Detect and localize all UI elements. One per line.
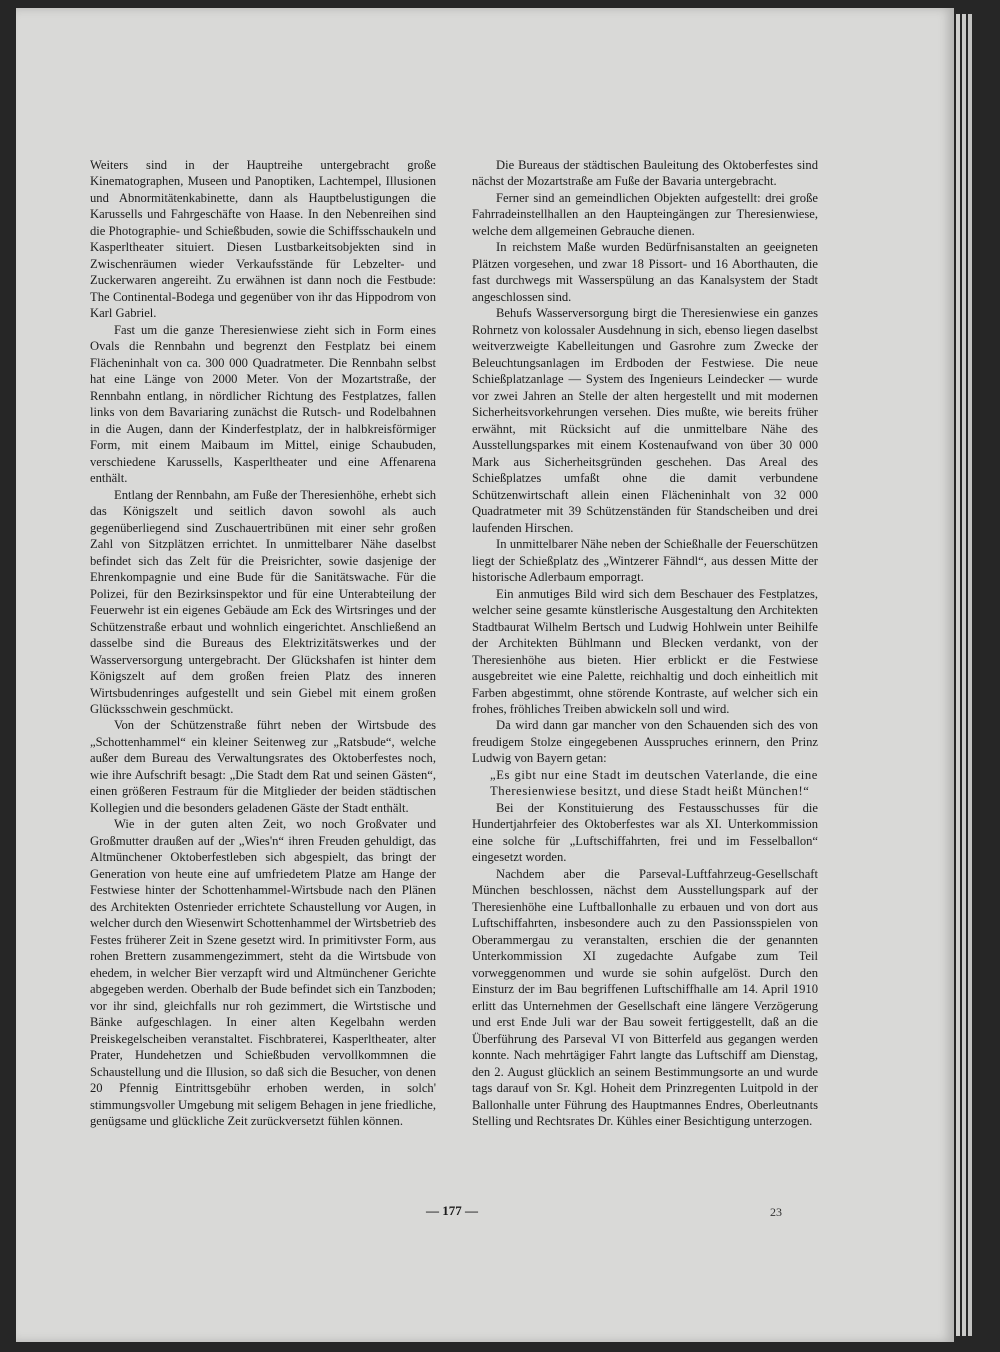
page-edge [962,14,966,1336]
page-edge [956,14,960,1336]
paragraph: Weiters sind in der Hauptreihe untergebracht große Kinematographen, Museen und Panoptiken, Lachtempel, Illusionen und Abnormitätenkabinette, dann als Hauptbelustigungen die Karussells und Fahrgeschäfte von Haase. In den Nebenreihen sind die Photographie- und Schießbuden, sowie die Schiffsschaukeln und Kasperltheater situiert. Diesen Lustbarkeitsobjekten sind in Zwischenräumen wieder Verkaufsstände für Lebzelter- und Zuckerwaren angereiht. Zu erwähnen ist dann noch die Festbude: The Continental-Bodega und gegenüber von ihr das Hippodrom von Karl Gabriel. [90,158,436,321]
paragraph: Fast um die ganze Theresienwiese zieht sich in Form eines Ovals die Rennbahn und begrenzt den Festplatz bei einem Flächeninhalt von ca. 300 000 Quadratmeter. Die Rennbahn selbst hat eine Länge von 2000 Meter. Von der Mozartstraße, der Rennbahn entlang, in nördlicher Richtung des Festplatzes, fallen links von dem Bavariaring zunächst die Rutsch- und Rodelbahnen in die Augen, dann der Kinderfestplatz, der in halbkreisförmiger Form, mit einem Maibaum im Mittel, einige Schaubuden, verschiedene Karussells, Kasperltheater und eine Affenarena enthält. [90,322,436,486]
paragraph: Entlang der Rennbahn, am Fuße der Theresienhöhe, erhebt sich das Königszelt und seitlich davon sowohl als auch gegenüberliegend sind Zuschauertribünen mit einer sehr großen Zahl von Sitzplätzen errichtet. In unmittelbarer Nähe daselbst befindet sich das Zelt für die Preisrichter, sowie dasjenige der Ehrenkompagnie und eine Bude für die Sanitätswache. Für die Polizei, für den Bezirksinspektor und für eine Unterabteilung der Feuerwehr ist ein eigenes Gebäude am Eck des Wirtsringes und der Schützenstraße erbaut und wohnlich eingerichtet. Anschließend an dasselbe sind die Bureaus des Elektrizitätswerkes und der Wasserversorgung untergebracht. Der Glückshafen ist hinter dem Königszelt auf dem großen freien Platz des inneren Wirtsbudenringes aufgestellt und sein Giebel mit einem großen Glücksschwein geschmückt. [90,487,436,716]
page-number: — 177 — [426,1203,478,1218]
right-column [472,157,818,1130]
paragraph: Da wird dann gar mancher von den Schauenden sich des von freudigem Stolze eingegebenen Ausspruches erinnern, den Prinz Ludwig von Bayern getan: [472,718,818,766]
paragraph: Ferner sind an gemeindlichen Objekten aufgestellt: drei große Fahrradeinstellhallen an den Haupteingängen zur Theresienwiese, welche dem allgemeinen Gebrauche dienen. [472,190,818,238]
paragraph: Nachdem aber die Parseval-Luftfahrzeug-Gesellschaft München beschlossen, nächst dem Ausstellungspark auf der Theresienhöhe eine Luftballonhalle zu erbauen und von dort aus Luftschiffahrten, insbesondere auch zu den Passionsspielen von Oberammergau zu veranstalten, erschien die der genannten Unterkommission XI zugedachte Aufgabe zum Teil vorweggenommen und wurde sie sohin aufgelöst. Durch den Einsturz der im Bau begriffenen Luftschiffhalle am 14. April 1910 erlitt das Unternehmen der Gesellschaft eine längere Verzögerung und erst Ende Juli war der Bau soweit fertiggestellt, daß an die Überführung des Parseval VI von Bitterfeld aus gegangen werden konnte. Nach mehrtägiger Fahrt langte das Luftschiff am Dienstag, den 2. August glücklich an seinem Bestimmungsorte an und wurde tags darauf von Sr. Kgl. Hoheit dem Prinzregenten Luitpold in der Ballonhalle unter Führung des Hauptmannes Endres, Oberleutnants Stelling und Rechtsrates Dr. Kühles einer Besichtigung unterzogen. [472,866,818,1129]
page-edge [968,14,972,1336]
left-column [90,157,436,1130]
quotation: „Es gibt nur eine Stadt im deutschen Vaterlande, die eine Theresienwiese besitzt, und diese Stadt heißt München!“ [490,767,818,799]
paragraph: Wie in der guten alten Zeit, wo noch Großvater und Großmutter draußen auf der „Wies'n“ ihren Freuden gehuldigt, das Altmünchener Oktoberfestleben sich abgespielt, das bringt der Generation von heute eine auf umfriedetem Platze am Hange der Festwiese hinter der Schottenhammel-Wirtsbude nach den Plänen des Architekten Ostenrieder errichtete Schaustellung vor Augen, in welcher durch den Wiesenwirt Schottenhammel der Wirtsbetrieb des Festes früherer Zeit in Szene gesetzt wird. In primitivster Form, aus rohen Brettern zusammengezimmert, steht da die Wirtsbude von ehedem, in welcher Bier verzapft wird und Altmünchener Gerichte abgegeben werden. Oberhalb der Bude befindet sich ein Tanzboden; vor ihr sind, gleichfalls nur roh gezimmert, die Wirtstische und Bänke aufgeschlagen. In einer alten Kegelbahn werden Preiskegelscheiben veranstaltet. Fischbraterei, Kasperltheater, alter Prater, Hundehetzen und Schießbuden vervollkommnen die Schaustellung und die Illusion, so daß sich die Besucher, von denen 20 Pfennig Eintrittsgebühr erhoben werden, in solch' stimmungsvoller Umgebung mit seligem Behagen in jene friedliche, genügsame und glückliche Zeit zurückversetzt fühlen können. [90,817,436,1129]
paragraph: Ein anmutiges Bild wird sich dem Beschauer des Festplatzes, welcher seine gesamte künstlerische Ausgestaltung den Architekten Stadtbaurat Wilhelm Bertsch und Ludwig Hohlwein unter Beihilfe der Architekten Bühlmann und Blecken verdankt, von der Theresienhöhe aus bieten. Hier erblickt er die Festwiese ausgebreitet wie eine Palette, reichhaltig und doch einheitlich mit Farben abgestimmt, ohne störende Kontraste, auf welcher sich ein frohes, fröhliches Treiben abwickeln soll und wird. [472,586,818,716]
signature-mark: 23 [770,1205,782,1219]
paragraph: Bei der Konstituierung des Festausschusses für die Hundertjahrfeier des Oktoberfestes war als XI. Unterkommission eine solche für „Luftschiffahrten, frei und im Fesselballon“ eingesetzt worden. [472,800,818,865]
paragraph: Die Bureaus der städtischen Bauleitung des Oktoberfestes sind nächst der Mozartstraße am Fuße der Bavaria untergebracht. [472,158,818,189]
paragraph: Von der Schützenstraße führt neben der Wirtsbude des „Schottenhammel“ ein kleiner Seitenweg zur „Ratsbude“, welche außer dem Bureau des Verwaltungsrates des Oktoberfestes noch, wie ihre Aufschrift besagt: „Die Stadt dem Rat und seinen Gästen“, einen größeren Festraum für die Mitglieder der beiden städtischen Kollegien und die besonders geladenen Gäste der Stadt enthält. [90,718,436,815]
paragraph: In unmittelbarer Nähe neben der Schießhalle der Feuerschützen liegt der Schießplatz des „Wintzerer Fähndl“, aus dessen Mitte der historische Adlerbaum emporragt. [472,537,818,585]
paragraph: Behufs Wasserversorgung birgt die Theresienwiese ein ganzes Rohrnetz von kolossaler Ausdehnung in sich, ebenso liegen daselbst weitverzweigte Kabelleitungen und Gasrohre zum Zwecke der Beleuchtungsanlagen im Erdboden der Festwiese. Die neue Schießplatzanlage — System des Ingenieurs Leindecker — wurde vor zwei Jahren an Stelle der alten hergestellt und mit modernen Sicherheitsvorkehrungen versehen. Dies mußte, wie bereits früher erwähnt, mit Rücksicht auf die unmittelbare Nähe des Ausstellungsparkes mit einem Kostenaufwand von über 30 000 Mark aus Sicherheitsgründen geschehen. Das Areal des Schießplatzes umfaßt ohne die damit verbundene Schützenwirtschaft allein einen Flächeninhalt von 32 000 Quadratmeter mit 39 Schützenständen für Standscheiben und drei laufenden Hirschen. [472,306,818,535]
paragraph: In reichstem Maße wurden Bedürfnisanstalten an geeigneten Plätzen vorgesehen, und zwar 18 Pissort- und 16 Aborthauten, die fast durchwegs mit Wasserspülung an das Kanalsystem der Stadt angeschlossen sind. [472,240,818,304]
